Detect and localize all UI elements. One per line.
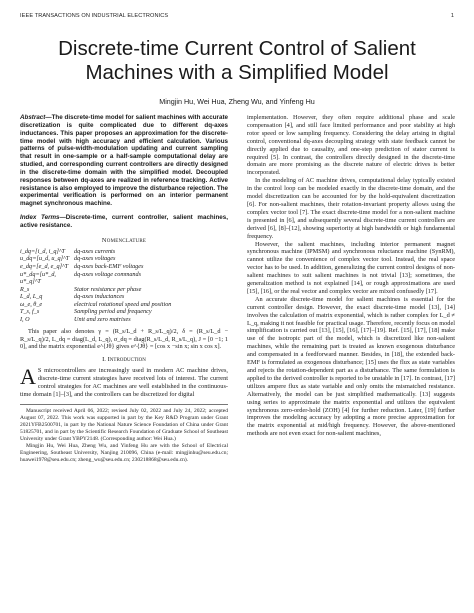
nomenclature-row [20,301,171,309]
nomenclature-symbol: i_dq=[i_d, i_q]^T [20,247,65,255]
title-line-2: Machines with a Simplified Model [85,61,389,84]
nomenclature-row [20,271,171,286]
right-paragraph-2: In the modeling of AC machine drives, computational delay typically existed in the control loop can be modeled exactly in the discrete-time domain, and the model discretization can be accounted for by the hold-equivalent discretization [6]. For non-salient machines, their rotation-invariant property allows using the complex vector tool [7]. The exact discrete-time model for a non-salient machine is presented in [6], and subsequently several discrete-time current controllers are derived [6], [8]–[12], showing superiority at high bandwidth or high fundamental frequency. [247,177,455,240]
right-paragraph-1: implementation. However, they often require additional phase and scale compensation [4], and still face limited performance and poor stability at high rotor speed or low sampling frequency. Considering the delay arising in digital control, conventional dq-axes decoupling strategy with state feedback cannot be directly applied due to causality, and one-step prediction of stator current is required [5]. In contrast, the controllers directly designed in the discrete-time domain are more promising as the discrete nature of electric drives is better incorporated. [247,114,455,177]
nomenclature-symbol: R_s [20,285,30,293]
nomenclature-symbol: e_dq=[e_d, e_q]^T [20,262,69,270]
nomenclature-row [20,308,171,316]
nomenclature-description: Sampling period and frequency [74,308,152,316]
nomenclature-description: dq-axes voltage commands [74,270,142,278]
nomenclature-heading: Nomenclature [101,236,147,244]
nomenclature-row [20,248,171,256]
nomenclature-symbol: L_d, L_q [20,293,43,301]
manuscript-footnote [20,404,228,464]
right-paragraph-4: An accurate discrete-time model for salient machines is essential for the current controller design. However, the exact discrete-time model [13], [14] involves the calculation of matrix exponential, which is rather complex for L_d ≠ L_q, making it not feasible for practical usage. Therefore, recently focus on model simplification is carried out [13], [15], [16], [17]–[19]. Ref. [15], [17], [18] make use of the isotropic part of the model, which is discretized like non-salient machines, while the remaining part is treated as known exogenous disturbance and compensated in a feedforward manner. Besides, in [18], the extended back-EMF is formulated as exogenous disturbance; [15] uses the flux as state variables and rejects the rotation-dependent part as a disturbance. The same formulation is applied to the derived controller is reported to be unstable in [17]. In contrast, [17] utilizes ampere flux as state variable and only omits the mismatched resistance. Alternatively, the model can be just simplified mathematically. [13] suggests using series to approximate the matrix exponential and utilizes the equivalent synchronous zero-order-hold (ZOH) [4] for further reduction. Later, [19] further improves the modeling accuracy by adopting a more precise approximation for the matrix exponential at mid/high frequency. However, the above-mentioned methods are not even exact for non-salient machines, [247,295,455,438]
nomenclature-row [20,316,171,324]
nomenclature-symbol: ω_e, θ_e [20,300,43,308]
nomenclature-row [20,293,171,301]
drop-cap: A [20,364,36,390]
left-column [20,114,228,465]
author-list: Mingjin Hu, Wei Hua, Zheng Wu, and Yinfeng Hu [159,97,315,106]
nomenclature-description: dq-axes back-EMF voltages [74,262,144,270]
nomenclature-symbol: u_dq=[u_d, u_q]^T [20,255,70,263]
nomenclature-description: dq-axes currents [74,247,116,255]
nomenclature-row [20,255,171,263]
footnote-manuscript: Manuscript received April 06, 2022; revised July 02, 2022 and July 24, 2022; accepted August 07, 2022. This work was supported in part by the Key R&D Program under Grant 2021YFB2500701, in part by the National Nature Science Foundation of China under Grant 51825701, and in part by the Scientific Research Foundation of Graduate School of Southeast University under Grant YBPY2148. (Corresponding author: Wei Hua.) [20,407,228,442]
journal-header: IEEE TRANSACTIONS ON INDUSTRIAL ELECTRONICS [20,13,169,19]
nomenclature-row [20,263,171,271]
nomenclature-description: electrical rotational speed and position [74,300,172,308]
abstract-label: Abstract [20,114,46,121]
abstract [20,114,228,208]
nomenclature-symbol: u*_dq=[u*_d, u*_q]^T [20,270,56,286]
intro-text: S microcontrollers are increasingly used in modern AC machine drives, discrete-time current strategies have received lots of interest. The current control strategies for AC machines are well established in the continuous-time domain [1]–[3], and the controllers can be discretized for digital [20,367,228,398]
nomenclature-description: dq-axes inductances [74,293,125,301]
index-terms-text: —Discrete-time, current controller, salient machines, active resistance. [20,214,228,229]
title-line-1: Discrete-time Current Control of Salient [58,37,416,60]
nomenclature-description: Stator resistance per phase [74,285,142,293]
paper-title [0,37,474,85]
right-paragraph-3: However, the salient machines, including interior permanent magnet synchronous machine (IPMSM) and synchronous reluctance machine (SynRM), cannot utilize the convenience of complex vector tool. Instead, the real space vector has to be used. In addition, generalizing the current control designs of non-salient machines to suit salient machines is not trivial [13]; sometimes, the generalization method is not explained [14], or rough approximations are used [15], [16], or the real vector and complex vector are mixed confusedly [17]. [247,240,455,295]
nomenclature-table [20,248,171,324]
nomenclature-symbol: T_s, f_s [20,308,40,316]
nomenclature-description: dq-axes voltages [74,255,116,263]
footnote-affiliation: Mingjin Hu, Wei Hua, Zheng Wu, and Yinfeng Hu are with the School of Electrical Engineering, Southeast University, Nanjing 210096, China (e-mail: mingjinhu@seu.edu.cn; huawei1978@seu.edu.cn; zheng_wu@seu.edu.cn; 230218868@seu.edu.cn). [20,443,228,464]
section-heading-introduction: I. Introduction [102,356,146,364]
nomenclature-description: Unit and zero matrixes [74,316,131,324]
index-terms-label: Index Terms [20,214,60,222]
index-terms [20,214,228,230]
notation-paragraph: This paper also denotes γ = (R_s/L_d + R_s/L_q)/2, δ = (R_s/L_d − R_s/L_q)/2, L_dq = diag(L_d, L_q), σ_dq = diag(R_s/L_d, R_s/L_q), J = [0 −1; 1 0], and the matrix exponential e^{Jθ} gives e^{Jθ} = [cos x −sin x; sin x cos x]. [20,327,228,351]
nomenclature-row [20,286,171,294]
right-column [247,114,455,438]
abstract-text: —The discrete-time model for salient machines with accurate discretization is quite complicated due to different dq-axes inductances. This paper proposes an approximation for the discrete-time model with high accuracy and efficient calculation. Various patterns of pulse-width-modulation updating and current sampling that result in one-sample or a half-sample computational delay are studied, and corresponding current controllers are directly designed in the discrete-time domain with the simplified model. Decoupled responses between dq-axes are realized in reference tracking. Active resistance is also employed to improve the disturbance rejection. The experimental verification is performed on an interior permanent magnet synchronous machine. [20,114,228,208]
nomenclature-symbol: I, O [20,316,30,324]
page-number: 1 [450,13,454,19]
intro-paragraph [20,364,228,399]
